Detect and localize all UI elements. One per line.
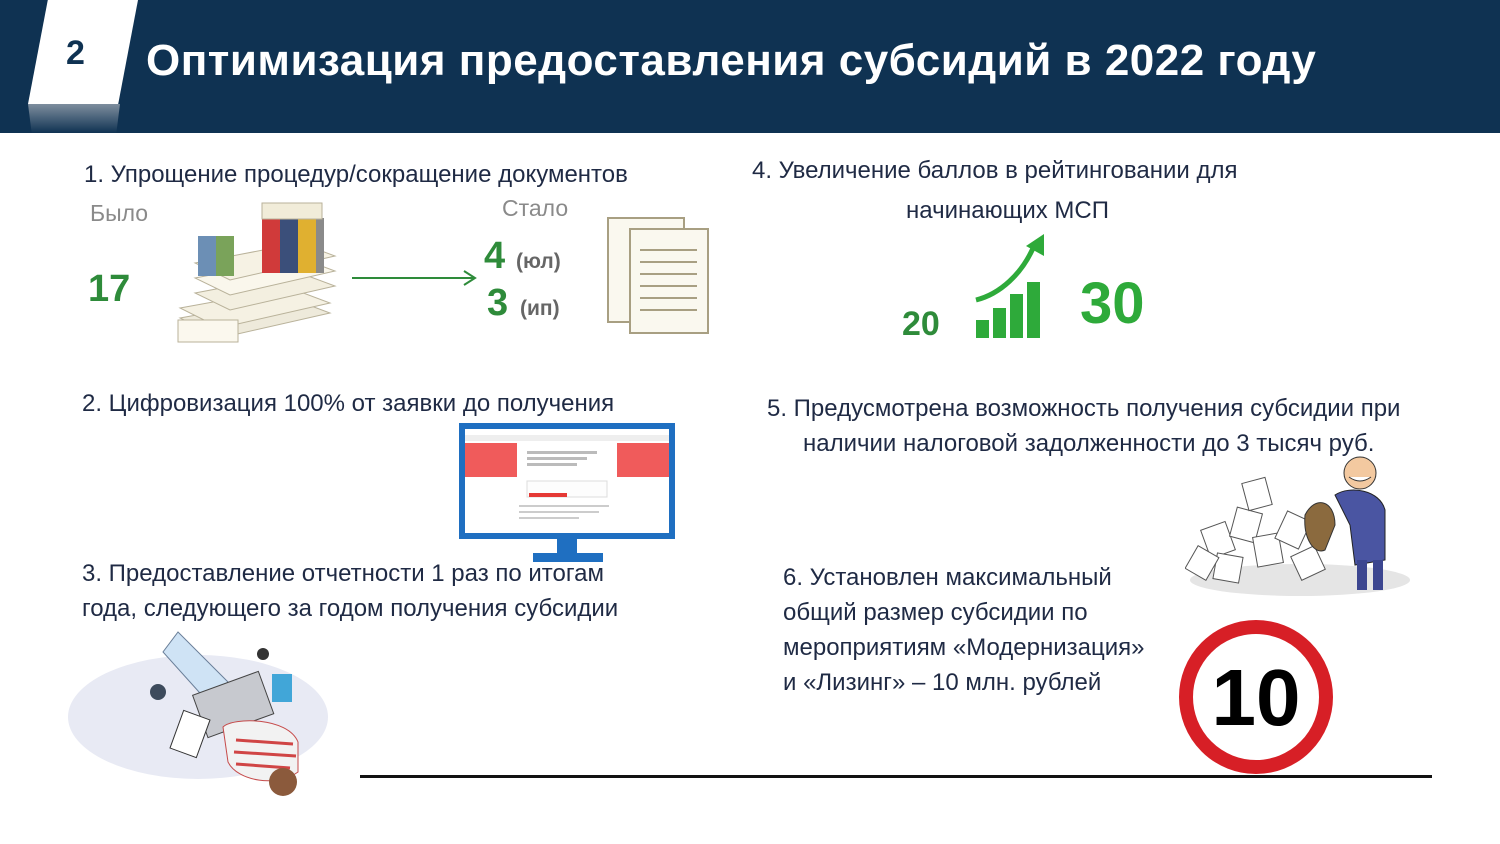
bottom-divider [360,775,1432,778]
item6-line3: мероприятиям «Модернизация» [783,634,1145,661]
item4-line1: 4. Увеличение баллов в рейтинговании для [752,157,1238,184]
debt-papers-cartoon-illustration [1185,455,1420,600]
documents-icon [605,215,711,335]
slide-number: 2 [66,34,85,72]
ul-label: (юл) [516,250,561,273]
growth-chart-icon [970,232,1050,340]
ul-value: 4 [484,235,506,277]
was-value: 17 [88,268,131,310]
item5-line1: 5. Предусмотрена возможность получения субсидии при [767,395,1401,422]
item2-heading: 2. Цифровизация 100% от заявки до получения [82,390,615,417]
item3-line2: года, следующего за годом получения субсидии [82,595,619,622]
slide-title: Оптимизация предоставления субсидий в 2022 году [146,36,1317,85]
rating-from-value: 20 [902,305,940,343]
item5-line2: наличии налоговой задолженности до 3 тысяч руб. [803,430,1375,457]
item6-line2: общий размер субсидии по [783,599,1088,626]
became-label: Стало [502,195,569,221]
item1-heading: 1. Упрощение процедур/сокращение документов [84,161,628,188]
speed-limit-sign [1176,617,1336,777]
speed-limit-value: 10 [1211,653,1301,742]
item6-line1: 6. Установлен максимальный [783,564,1112,591]
item6-line4: и «Лизинг» – 10 млн. рублей [783,669,1102,696]
rating-to-value: 30 [1080,271,1145,336]
monitor-screenshot-illustration [457,421,677,566]
document-stack-illustration [170,198,340,350]
person-with-laptop-illustration [58,622,338,797]
item4-line2: начинающих МСП [906,197,1109,224]
item3-line1: 3. Предоставление отчетности 1 раз по итогам [82,560,604,587]
was-label: Было [90,200,149,226]
slide-number-shadow [28,104,120,133]
ip-value: 3 [487,282,509,324]
arrow-icon [350,268,480,288]
ip-label: (ип) [520,297,560,320]
